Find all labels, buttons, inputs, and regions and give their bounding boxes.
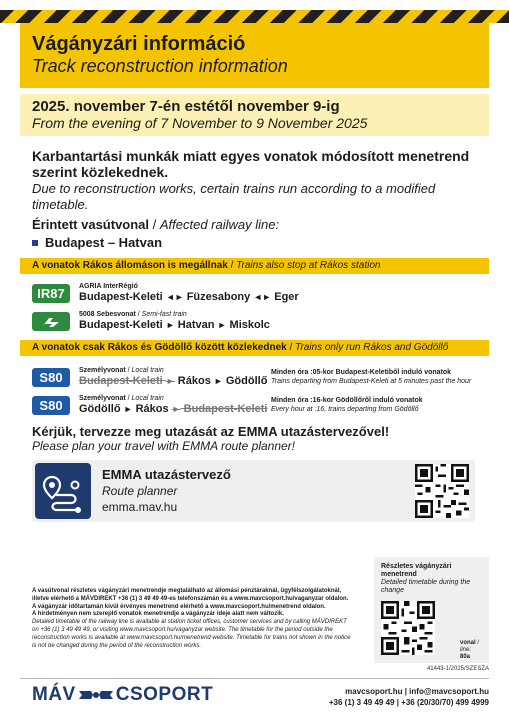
train-ir87 [32, 282, 299, 304]
train2-type: 5008 Sebesvonat [79, 311, 136, 318]
s80a-station: Rákos [177, 375, 211, 387]
affected-label-en: Affected railway line: [159, 217, 280, 232]
s80a-type: Személyvonat [79, 367, 126, 374]
affected-line-name: Budapest – Hatvan [45, 235, 163, 250]
plan-callout [32, 424, 482, 454]
fine-en: Detailed timetable of the railway line is available at station ticket offices, customer services and by calling MÁVDIREKT on +36 (1) 3 49 49 49, or visiting www.mavcsoport.hu/vaganyzar website. The timetable for the period outside the reconstruction works is available at www.mavcsoport.hu/menetrend website. Timetable for trains not shown in the notice is not be changed during the period of the reconstruction works. [32, 619, 351, 649]
band2-en: Trains only run Rákos and Gödöllő [295, 342, 449, 353]
band-rakos-stop [20, 258, 489, 274]
fine-print [32, 588, 352, 650]
train1-station: Eger [274, 291, 299, 303]
qr-code-icon [415, 464, 469, 518]
document-id: 41443-1/2025/SZESZA [426, 666, 489, 672]
train-s80-a: S80 Személyvonat / Local train Budapest-Keleti ► Rákos ► Gödöllő [32, 366, 267, 388]
cancelled-station: ► Budapest-Keleti [171, 403, 268, 415]
detailed-timetable-box[interactable] [374, 557, 489, 663]
arrow-right-icon: ► [165, 320, 175, 330]
affected-line-label [32, 217, 279, 232]
s80a-route [79, 375, 267, 388]
train2-station: Hatvan [177, 319, 215, 331]
s80b-note [271, 396, 491, 414]
detail-line-value: 80a [460, 654, 471, 660]
s80b-note-en: Every hour at :16, trains departing from Gödöllő [271, 406, 419, 413]
page-title-en: Track reconstruction information [32, 56, 288, 76]
s80a-station: Gödöllő [225, 375, 268, 387]
train2-route [79, 319, 270, 332]
detail-subtitle: Detailed timetable during the change [381, 579, 471, 594]
s80a-note-en: Trains departing from Budapest-Keleti at 5 minutes past the hour [271, 378, 472, 385]
intro-text [32, 148, 482, 213]
fine-hu-2: A vágányzár időtartamán kívül érvényes menetrend elérhető a www.mavcsoport.hu/menetrend oldalon. [32, 603, 326, 610]
train1-station: Füzesabony [186, 291, 251, 303]
band1-en: Trains also stop at Rákos station [236, 260, 381, 271]
train2-type-en: Semi-fast train [141, 311, 187, 318]
s80a-note [271, 368, 491, 386]
train-s80-b: S80 Személyvonat / Local train Gödöllő ► Rákos ► Budapest-Keleti [32, 394, 267, 416]
s80b-station: Rákos [135, 403, 169, 415]
plan-en: Please plan your travel with EMMA route planner! [32, 439, 296, 453]
footer-divider [20, 678, 489, 679]
fine-hu-1: A vasútvonal részletes vágányzári menetrendje megtalálható az állomási pénztáraknál, ügyfélszolgálatoknál, illetve elérhető a MÁVDIREKT +36 (1) 3 49 49 49-es telefonszámán és a www.mavcsoport.hu/vaganyzar oldalon. [32, 588, 349, 602]
intro-en: Due to reconstruction works, certain trains run according to a modified timetable. [32, 181, 436, 212]
date-banner [20, 94, 489, 136]
qr-code-icon [381, 601, 435, 655]
fine-hu-3: A hirdetményen nem szereplő vonatok menetrendje a vágányzár ideje alatt nem változik. [32, 611, 284, 618]
page-title: Vágányzári információ [32, 33, 246, 55]
emma-card[interactable] [32, 460, 475, 522]
date-en: From the evening of 7 November to 9 November 2025 [32, 115, 368, 131]
emma-title: EMMA utazástervező [102, 467, 231, 482]
s80b-route [79, 403, 267, 416]
band2-separator: / [286, 342, 296, 353]
affected-label-hu: Érintett vasútvonal [32, 217, 150, 232]
plan-hu: Kérjük, tervezze meg utazását az EMMA utazástervezővel! [32, 424, 390, 439]
contact-phone[interactable]: +36 (1) 3 49 49 49 | +36 (20/30/70) 499 4999 [328, 698, 489, 707]
logo-right: CSOPORT [115, 684, 214, 705]
s80a-note-hu: Minden óra :05-kor Budapest-Keletiből induló vonatok [271, 369, 452, 376]
s80b-type-en: Local train [131, 395, 164, 402]
s80-badge: S80 [32, 396, 70, 415]
detail-title: Részletes vágányzári menetrend [381, 563, 452, 578]
train1-type: AGRIA InterRégió [79, 283, 138, 290]
s80b-type: Személyvonat [79, 395, 126, 402]
s80b-station: Gödöllő [79, 403, 121, 415]
band-rakos-godollo [20, 340, 489, 356]
logo-left: MÁV [32, 684, 76, 705]
contact-web[interactable]: mavcsoport.hu | info@mavcsoport.hu [345, 687, 489, 696]
mav-wing-icon [79, 687, 113, 703]
band1-hu: A vonatok Rákos állomáson is megállnak [32, 260, 228, 271]
hazard-stripe [0, 10, 509, 23]
arrow-right-icon: ► [217, 320, 227, 330]
contact-info [329, 686, 489, 708]
emma-subtitle: Route planner [102, 484, 178, 498]
bullet-icon [32, 240, 38, 246]
s80b-note-hu: Minden óra :16-kor Gödöllőről induló vonatok [271, 397, 423, 404]
train1-route [79, 291, 299, 304]
ir87-badge: IR87 [32, 284, 70, 303]
intro-hu: Karbantartási munkák miatt egyes vonatok módosított menetrend szerint közlekednek. [32, 148, 470, 180]
band1-separator: / [227, 260, 237, 271]
header-banner [20, 23, 489, 88]
route-planner-icon [35, 463, 91, 519]
s80a-type-en: Local train [131, 367, 164, 374]
arrow-right-icon: ► [213, 376, 223, 386]
arrow-right-icon: ► [123, 404, 133, 414]
train-5008: 5008 Sebesvonat / Semi-fast train Budapest-Keleti ► Hatvan ► Miskolc [32, 310, 270, 332]
s80-badge: S80 [32, 368, 70, 387]
s-train-icon [32, 312, 70, 331]
bidirectional-arrow-icon: ◄► [253, 292, 272, 302]
train2-station: Miskolc [229, 319, 270, 331]
affected-separator: / [149, 217, 160, 232]
train2-station: Budapest-Keleti [79, 319, 163, 331]
emma-url[interactable]: emma.mav.hu [102, 500, 178, 514]
cancelled-station: Budapest-Keleti ► [79, 375, 175, 387]
mav-logo [32, 684, 213, 706]
date-hu: 2025. november 7-én estétől november 9-ig [32, 98, 340, 115]
train1-station: Budapest-Keleti [79, 291, 163, 303]
affected-line [32, 235, 162, 250]
detail-line: vonal / line: 80a [460, 640, 480, 660]
bidirectional-arrow-icon: ◄► [165, 292, 184, 302]
band2-hu: A vonatok csak Rákos és Gödöllő között közlekednek [32, 342, 287, 353]
